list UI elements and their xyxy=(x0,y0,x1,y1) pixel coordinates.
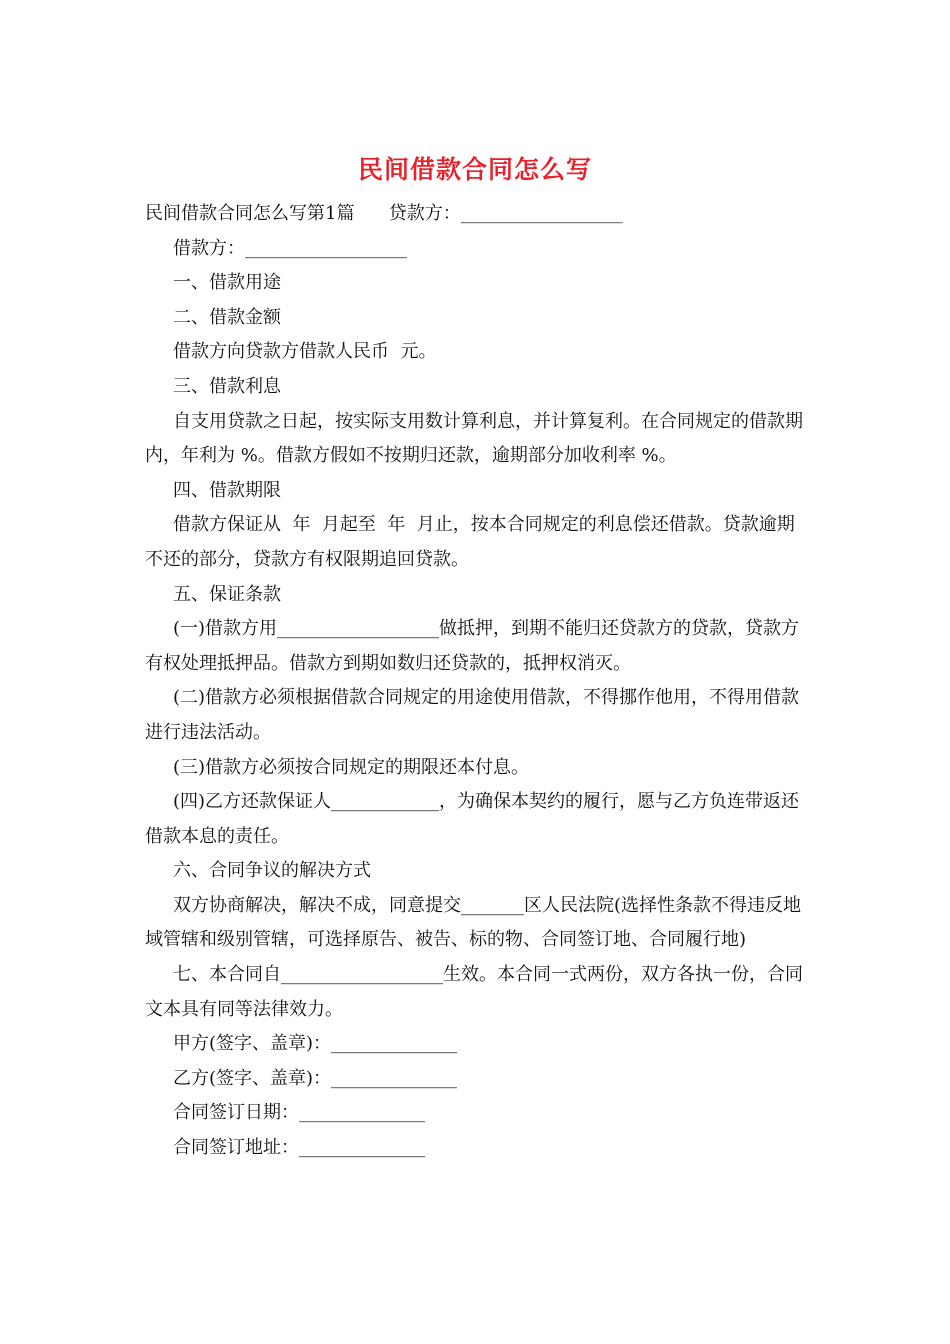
paragraph-heading-line: 民间借款合同怎么写第1篇 贷款方：__________________ xyxy=(145,203,623,224)
paragraph-effective: 七、本合同自__________________生效。本合同一式两份，双方各执一份，合同文本具有同等法律效力。 xyxy=(145,964,803,1020)
signature-party-b: 乙方(签字、盖章)：______________ xyxy=(173,1067,458,1089)
paragraph-borrower: 借款方：__________________ xyxy=(173,237,407,259)
document-title: 民间借款合同怎么写 xyxy=(357,155,592,184)
paragraph-dispute: 双方协商解决，解决不成，同意提交_______区人民法院(选择性条款不得违反地域管辖和级别管辖，可选择原告、被告、标的物、合同签订地、合同履行地) xyxy=(145,894,802,951)
section-heading-interest: 三、借款利息 xyxy=(173,375,281,397)
section-heading-guarantee: 五、保证条款 xyxy=(173,583,281,605)
section-heading-purpose: 一、借款用途 xyxy=(173,272,281,294)
paragraph-guarantee-3: (三)借款方必须按合同规定的期限还本付息。 xyxy=(173,756,530,778)
document-body xyxy=(145,197,810,1166)
paragraph-guarantee-4: (四)乙方还款保证人____________，为确保本契约的履行，愿与乙方负连带返还借款本息的责任。 xyxy=(145,791,800,847)
paragraph-guarantee-2: (二)借款方必须根据借款合同规定的用途使用借款，不得挪作他用，不得用借款进行违法活动。 xyxy=(145,687,800,743)
paragraph-interest: 自支用贷款之日起，按实际支用数计算利息，并计算复利。在合同规定的借款期内，年利为 %。借款方假如不按期归还款，逾期部分加收利率 %。 xyxy=(145,410,803,467)
paragraph-term: 借款方保证从 年 月起至 年 月止，按本合同规定的利息偿还借款。贷款逾期不还的部分，贷款方有权限期追回贷款。 xyxy=(145,514,795,570)
paragraph-amount: 借款方向贷款方借款人民币 元。 xyxy=(173,341,437,363)
signing-address: 合同签订地址：______________ xyxy=(173,1137,425,1159)
paragraph-guarantee-1: (一)借款方用__________________做抵押，到期不能归还贷款方的贷款，贷款方有权处理抵押品。借款方到期如数归还贷款的，抵押权消灭。 xyxy=(145,618,800,674)
signing-date: 合同签订日期：______________ xyxy=(173,1102,425,1124)
section-heading-term: 四、借款期限 xyxy=(173,479,281,501)
section-heading-dispute: 六、合同争议的解决方式 xyxy=(173,860,371,882)
section-heading-amount: 二、借款金额 xyxy=(173,306,281,328)
signature-party-a: 甲方(签字、盖章)：______________ xyxy=(173,1033,458,1055)
